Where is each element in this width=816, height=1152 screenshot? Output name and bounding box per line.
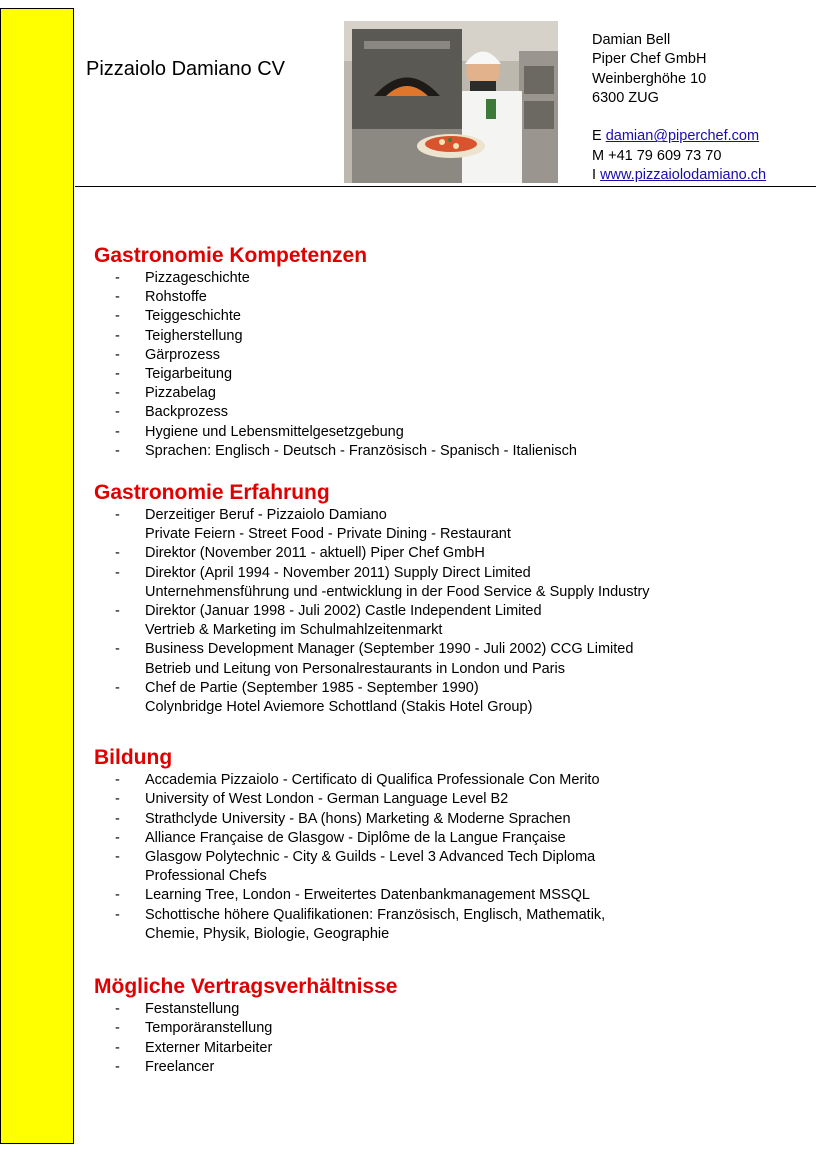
section-erfahrung <box>94 480 794 717</box>
list-item <box>94 506 794 544</box>
list-item: - Backprozess <box>94 403 794 422</box>
list-item <box>94 829 794 848</box>
contact-block <box>592 31 766 185</box>
list-item <box>94 790 794 809</box>
item-subline: Private Feiern - Street Food - Private Dining - Restaurant <box>145 526 511 543</box>
item-line: Direktor (Januar 1998 - Juli 2002) Castle Independent Limited <box>145 603 542 620</box>
section-kompetenzen <box>94 243 794 461</box>
list-item <box>94 848 794 886</box>
list-item: - Sprachen: Englisch - Deutsch - Französisch - Spanisch - Italienisch <box>94 442 794 461</box>
item-line: Derzeitiger Beruf - Pizzaiolo Damiano <box>145 507 387 524</box>
header-divider <box>75 186 816 187</box>
list-item <box>94 602 794 640</box>
item-line: Business Development Manager (September 1990 - Juli 2002) CCG Limited <box>145 641 634 658</box>
list-item <box>94 544 794 563</box>
section-title: Gastronomie Erfahrung <box>94 481 330 505</box>
list-item <box>94 640 794 678</box>
list-item: - Festanstellung <box>94 1000 794 1019</box>
chef-photo <box>344 21 558 183</box>
section-title: Mögliche Vertragsverhältnisse <box>94 975 398 999</box>
section-vertrag <box>94 974 794 1077</box>
item-subline: Unternehmensführung und -entwicklung in der Food Service & Supply Industry <box>145 583 650 600</box>
list-item <box>94 679 794 717</box>
chef-photo-illustration <box>344 21 558 183</box>
list-item: - Rohstoffe <box>94 288 794 307</box>
item-line: Learning Tree, London - Erweitertes Datenbankmanagement MSSQL <box>145 887 590 904</box>
page-title: Pizzaiolo Damiano CV <box>86 58 285 80</box>
item-line: Schottische höhere Qualifikationen: Französisch, Englisch, Mathematik, <box>145 906 606 923</box>
list-item <box>94 564 794 602</box>
list-item: - Gärprozess <box>94 346 794 365</box>
contact-email-row <box>592 127 766 146</box>
sidebar-bar <box>0 8 74 1144</box>
section-bildung <box>94 745 794 944</box>
section-title: Gastronomie Kompetenzen <box>94 244 368 267</box>
contact-web-row <box>592 166 766 185</box>
contact-street: Weinberghöhe 10 <box>592 70 707 87</box>
item-line: Strathclyde University - BA (hons) Marketing & Moderne Sprachen <box>145 810 571 827</box>
list-item: - Externer Mitarbeiter <box>94 1039 794 1058</box>
list-item <box>94 886 794 905</box>
list-item <box>94 906 794 944</box>
item-subline: Professional Chefs <box>145 868 267 885</box>
web-prefix: I <box>592 167 597 184</box>
list-item: - Pizzageschichte <box>94 269 794 288</box>
item-subline: Betrieb und Leitung von Personalrestaurants in London und Paris <box>145 660 565 677</box>
contact-city: 6300 ZUG <box>592 89 659 106</box>
list-item: - Teiggeschichte <box>94 307 794 326</box>
item-subline: Colynbridge Hotel Aviemore Schottland (Stakis Hotel Group) <box>145 699 533 716</box>
list-item: - Freelancer <box>94 1058 794 1077</box>
item-subline: Vertrieb & Marketing im Schulmahlzeitenmarkt <box>145 622 443 639</box>
list-item <box>94 810 794 829</box>
cv-content <box>94 243 794 1096</box>
contact-name: Damian Bell <box>592 32 671 48</box>
email-link[interactable]: damian@piperchef.com <box>605 128 760 145</box>
list-item: - Temporäranstellung <box>94 1019 794 1038</box>
contact-company: Piper Chef GmbH <box>592 51 707 68</box>
list-item <box>94 771 794 790</box>
item-line: Accademia Pizzaiolo - Certificato di Qualifica Professionale Con Merito <box>145 772 600 789</box>
item-line: Chef de Partie (September 1985 - September 1990) <box>145 679 479 696</box>
website-link[interactable]: www.pizzaiolodamiano.ch <box>600 167 767 184</box>
item-line: Glasgow Polytechnic - City & Guilds - Level 3 Advanced Tech Diploma <box>145 849 596 866</box>
list-item: - Hygiene und Lebensmittelgesetzgebung <box>94 423 794 442</box>
item-line: Direktor (April 1994 - November 2011) Supply Direct Limited <box>145 564 531 581</box>
list-item: - Teigherstellung <box>94 327 794 346</box>
email-prefix: E <box>592 128 602 145</box>
contact-mobile: M +41 79 609 73 70 <box>592 147 722 164</box>
item-subline: Chemie, Physik, Biologie, Geographie <box>145 925 390 942</box>
item-line: Alliance Française de Glasgow - Diplôme de la Langue Française <box>145 829 566 846</box>
item-line: University of West London - German Language Level B2 <box>145 791 509 808</box>
list-item: - Pizzabelag <box>94 384 794 403</box>
section-title: Bildung <box>94 746 173 770</box>
item-line: Direktor (November 2011 - aktuell) Piper Chef GmbH <box>145 545 485 562</box>
list-item: - Teigarbeitung <box>94 365 794 384</box>
